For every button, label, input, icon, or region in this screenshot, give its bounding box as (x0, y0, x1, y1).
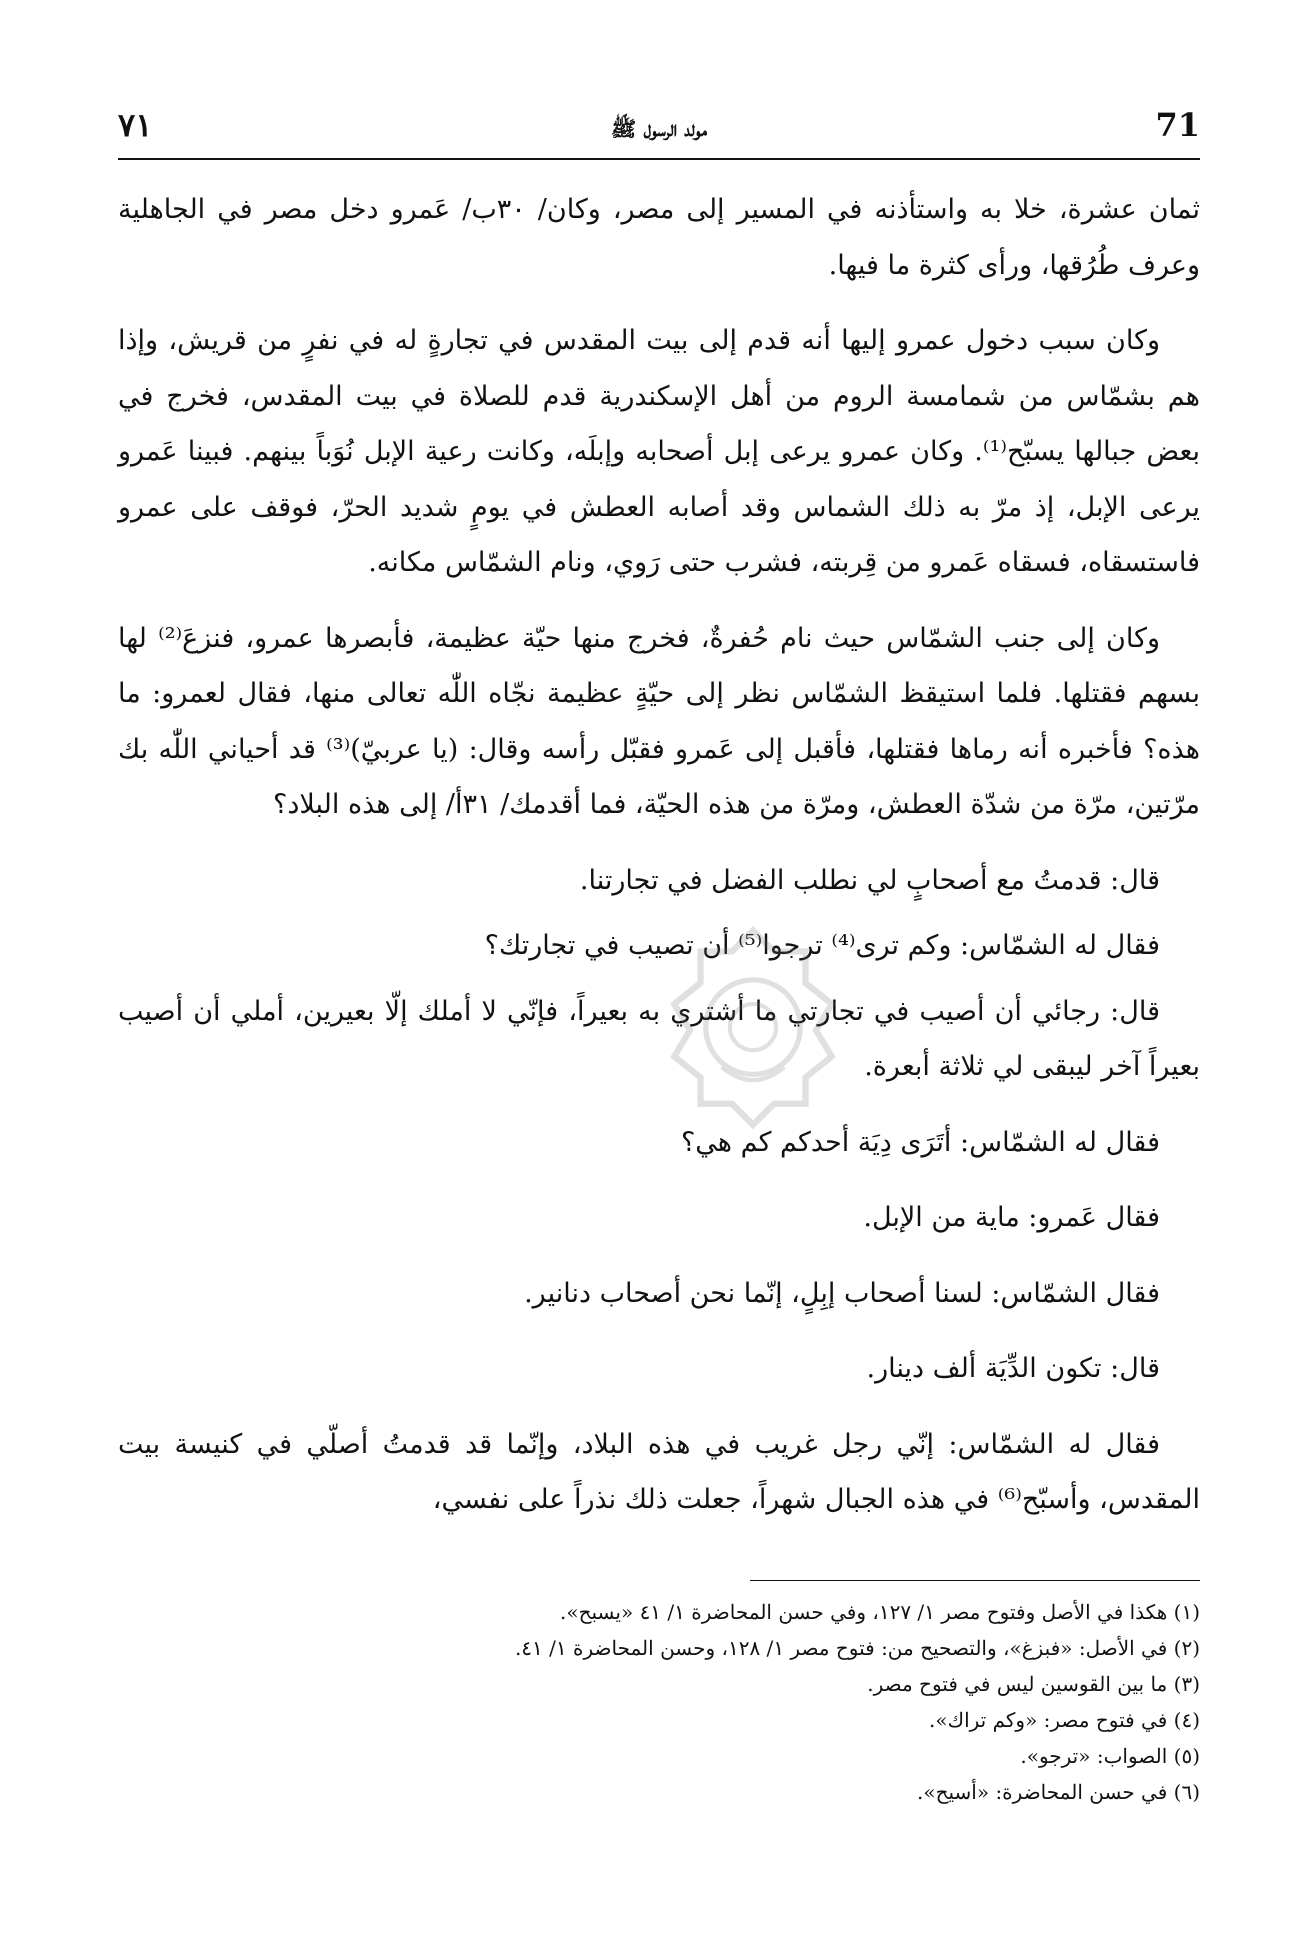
dialogue-line: فقال له الشمّاس: وكم ترى⁽⁴⁾ ترجوا⁽⁵⁾ أن تصيب في تجارتك؟ (484, 930, 1160, 961)
paragraph: وكان إلى جنب الشمّاس حيث نام حُفرةٌ، فخرج منها حيّة عظيمة، فأبصرها عمرو، فنزعَ⁽²⁾ لها بسهم فقتلها. فلما استيقظ الشمّاس نظر إلى حيّةٍ عظيمة نجّاه اللّٰه تعالى منها، فقال لعمرو: ما هذه؟ فأخبره أنه رماها فقتلها، فأقبل إلى عَمرو فقبّل رأسه وقال: (يا عربيّ)⁽³⁾ قد أحياني اللّٰه بك مرّتين، مرّة من شدّة العطش، ومرّة من هذه الحيّة، فما أقدمك/ ٣١أ/ إلى هذه البلاد؟ (118, 622, 1200, 820)
dialogue-line: فقال الشمّاس: لسنا أصحاب إبِلٍ، إنّما نحن أصحاب دنانير. (524, 1277, 1160, 1309)
dialogue-line: قال: قدمتُ مع أصحابٍ لي نطلب الفضل في تجارتنا. (579, 864, 1160, 896)
dialogue-line: فقال له الشمّاس: إنّي رجل غريب في هذه البلاد، وإنّما قد قدمتُ أصلّي في كنيسة بيت المقدس، وأسبّح⁽⁶⁾ في هذه الجبال شهراً، جعلت ذلك نذراً على نفسي، (118, 1428, 1200, 1515)
watermark-seal-icon (648, 920, 858, 1130)
dialogue-line: فقال له الشمّاس: أتَرَى دِيَة أحدكم كم هي؟ (680, 1126, 1160, 1158)
page-header (118, 100, 1200, 160)
footnote: (٥) الصواب: «ترجو». (1020, 1744, 1200, 1768)
footnote: (٦) في حسن المحاضرة: «أسيح». (917, 1780, 1200, 1804)
footnotes (118, 1594, 1200, 1810)
footnote: (١) هكذا في الأصل وفتوح مصر ١/ ١٢٧، وفي حسن المحاضرة ١/ ٤١ «يسبح». (560, 1600, 1200, 1624)
page-number-arabic: ٧١ (118, 106, 153, 144)
running-title: مولد الرسول ﷺ (610, 116, 708, 141)
footnote: (٢) في الأصل: «فبزغ»، والتصحيح من: فتوح مصر ١/ ١٢٨، وحسن المحاضرة ١/ ٤١. (514, 1636, 1200, 1660)
main-text (118, 182, 1200, 1528)
footnote: (٣) ما بين القوسين ليس في فتوح مصر. (867, 1672, 1200, 1696)
page-number-latin: 71 (1155, 106, 1200, 144)
footnote: (٤) في فتوح مصر: «وكم تراك». (928, 1708, 1200, 1732)
paragraph: وكان سبب دخول عمرو إليها أنه قدم إلى بيت المقدس في تجارةٍ له في نفرٍ من قريش، وإذا هم بشمّاس من شمامسة الروم من أهل الإسكندرية قدم للصلاة في بيت المقدس، فخرج في بعض جبالها يسبّح⁽¹⁾. وكان عمرو يرعى إبل أصحابه وإبلَه، وكانت رعية الإبل نُوَباً بينهم. فبينا عَمرو يرعى الإبل، إذ مرّ به ذلك الشماس وقد أصابه العطش في يومٍ شديد الحرّ، فوقف على عمرو فاستسقاه، فسقاه عَمرو من قِربته، فشرب حتى رَوي، ونام الشمّاس مكانه. (118, 325, 1200, 578)
paragraph: ثمان عشرة، خلا به واستأذنه في المسير إلى مصر، وكان/ ٣٠ب/ عَمرو دخل مصر في الجاهلية وعرف طُرُقها، ورأى كثرة ما فيها. (118, 194, 1200, 281)
dialogue-line: قال: تكون الدِّيَة ألف دينار. (866, 1353, 1160, 1384)
footnote-divider (750, 1580, 1200, 1581)
dialogue-line: فقال عَمرو: ماية من الإبل. (863, 1202, 1160, 1233)
book-page (118, 100, 1200, 1900)
dialogue-line: قال: رجائي أن أصيب في تجارتي ما أشتري به بعيراً، فإنّي لا أملك إلّا بعيرين، أملي أن أصيب بعيراً آخر ليبقى لي ثلاثة أبعرة. (118, 995, 1200, 1082)
